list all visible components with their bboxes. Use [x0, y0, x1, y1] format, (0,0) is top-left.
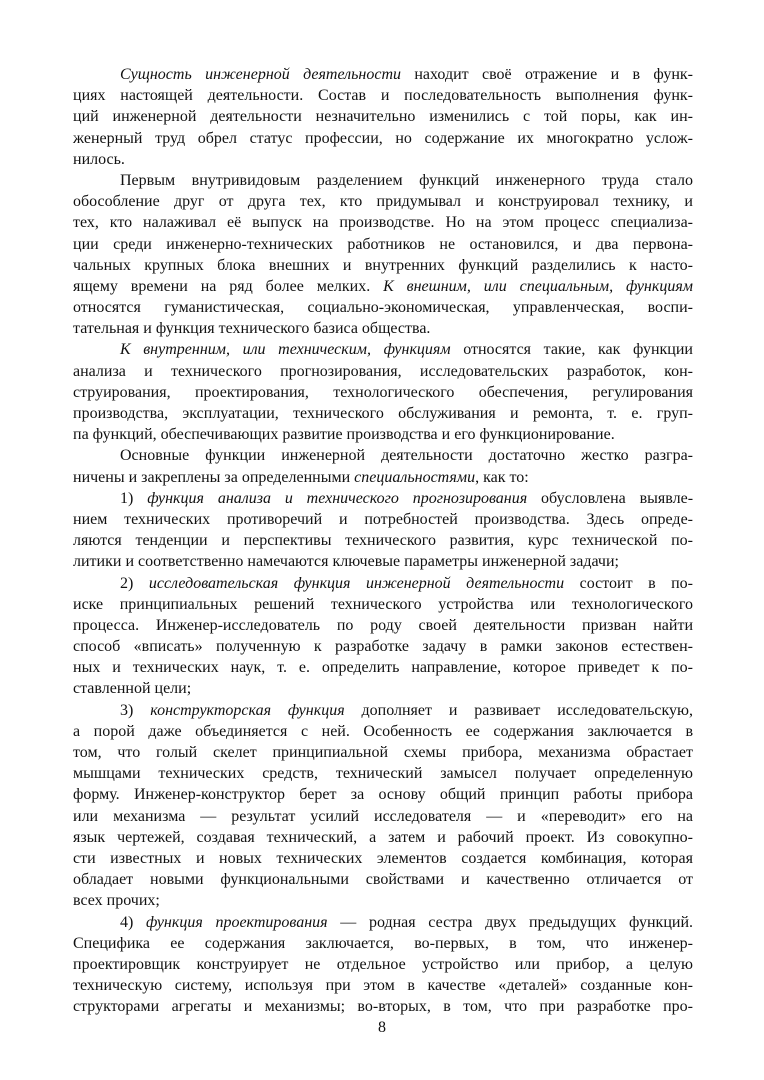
text-segment: ций инженерной деятельности незначительно изменились с той поры, как ин-	[73, 108, 693, 126]
text-segment: нилось.	[73, 150, 125, 168]
text-segment: тех, кто налаживал её выпуск на производстве. Но на этом процесс специализа-	[73, 214, 693, 232]
text-segment: циях настоящей деятельности. Состав и последовательность выполнения функ-	[73, 87, 693, 105]
text-segment: Первым внутривидовым разделением функций инженерного труда стало	[120, 171, 693, 189]
text-line	[73, 996, 693, 1017]
text-line	[73, 933, 693, 954]
text-line	[73, 234, 693, 255]
text-segment: литики и соответственно намечаются ключевые параметры инженерной задачи;	[73, 553, 619, 571]
italic-term: функция проектирования	[146, 913, 328, 931]
text-segment: 2)	[120, 574, 149, 592]
text-segment: способ «вписать» полученную к разработке задачу в рамки законов естествен-	[73, 638, 693, 656]
text-segment: ничены и закреплены за определенными	[73, 468, 355, 486]
text-segment: тательная и функция технического базиса общества.	[73, 320, 431, 338]
text-line	[73, 191, 693, 212]
text-line	[73, 869, 693, 890]
text-line	[73, 678, 693, 699]
text-segment: нием технических противоречий и потребностей производства. Здесь опреде-	[73, 510, 693, 528]
text-segment: анализа и технического прогнозирования, исследовательских разработок, кон-	[73, 362, 693, 380]
text-line	[73, 615, 693, 636]
document-body	[73, 64, 693, 1017]
text-line	[73, 848, 693, 869]
page-number: 8	[378, 1019, 386, 1036]
text-segment: 4)	[120, 913, 146, 931]
text-line	[73, 361, 693, 382]
italic-term: К внутренним, или техническим, функциям	[120, 341, 451, 359]
text-segment: проектировщик конструирует не отдельное устройство или прибор, а целую	[73, 955, 693, 973]
italic-term: специальностями	[354, 468, 476, 486]
text-segment: относятся такие, как функции	[450, 341, 693, 359]
text-line	[73, 827, 693, 848]
text-line	[73, 64, 693, 85]
text-segment: техническую систему, используя при этом в качестве «деталей» созданные кон-	[73, 977, 693, 995]
italic-term: исследовательская функция инженерной деятельности	[148, 574, 565, 592]
text-segment: обладает новыми функциональными свойствами и качественно отличается от	[73, 871, 693, 889]
text-segment: ляются тенденции и перспективы технического развития, курс технической по-	[73, 532, 693, 550]
text-line	[73, 806, 693, 827]
text-line	[73, 128, 693, 149]
text-segment: 3)	[120, 701, 151, 719]
text-segment: ции среди инженерно-технических работников не остановился, и два первона-	[73, 235, 693, 253]
text-line	[73, 657, 693, 678]
text-line	[73, 318, 693, 339]
text-line	[73, 382, 693, 403]
text-line	[73, 445, 693, 466]
text-line	[73, 509, 693, 530]
text-segment: форму. Инженер-конструктор берет за основу общий принцип работы прибора	[73, 786, 693, 804]
text-line	[73, 700, 693, 721]
text-segment: иске принципиальных решений технического устройства или технологического	[73, 595, 693, 613]
text-line	[73, 721, 693, 742]
italic-term: функция анализа и технического прогнозирования	[147, 489, 528, 507]
text-line	[73, 975, 693, 996]
text-line	[73, 297, 693, 318]
text-segment: ных и технических наук, т. е. определить направление, которое приведет к по-	[73, 659, 693, 677]
text-line	[73, 424, 693, 445]
text-segment: относятся гуманистическая, социально-экономическая, управленческая, воспи-	[73, 299, 693, 317]
text-segment: обусловлена выявле-	[527, 489, 694, 507]
text-segment: обособление друг от друга тех, кто придумывал и конструировал технику, и	[73, 193, 693, 211]
text-line	[73, 339, 693, 360]
text-segment: всех прочих;	[73, 892, 160, 910]
text-line	[73, 742, 693, 763]
text-segment: чальных крупных блока внешних и внутренних функций разделились к насто-	[73, 256, 693, 274]
italic-term: К внешним, или специальным, функциям	[383, 277, 693, 295]
text-segment: структорами агрегаты и механизмы; во-вторых, в том, что при разработке про-	[73, 998, 693, 1016]
text-segment: а порой даже объединяется с ней. Особенность ее содержания заключается в	[73, 722, 693, 740]
text-line	[73, 763, 693, 784]
text-segment: ставленной цели;	[73, 680, 192, 698]
text-segment: процесса. Инженер-исследователь по роду своей деятельности призван найти	[73, 616, 693, 634]
text-line	[73, 594, 693, 615]
text-segment: па функций, обеспечивающих развитие производства и его функционирование.	[73, 426, 615, 444]
italic-term: конструкторская функция	[150, 701, 345, 719]
text-line	[73, 551, 693, 572]
text-line	[73, 784, 693, 805]
text-segment: Основные функции инженерной деятельности достаточно жестко разгра-	[120, 447, 693, 465]
text-segment: 1)	[120, 489, 148, 507]
text-segment: женерный труд обрел статус профессии, но содержание их многократно услож-	[73, 129, 693, 147]
text-segment: ящему времени на ряд более мелких.	[73, 277, 384, 295]
text-line	[73, 912, 693, 933]
text-segment: или механизма — результат усилий исследователя — и «переводит» его на	[73, 807, 693, 825]
text-line	[73, 170, 693, 191]
text-segment: том, что голый скелет принципиальной схемы прибора, механизма обрастает	[73, 744, 693, 761]
text-line	[73, 149, 693, 170]
text-line	[73, 488, 693, 509]
text-segment: находит своё отражение и в функ-	[401, 66, 693, 83]
text-segment: состоит в по-	[564, 574, 694, 592]
text-line	[73, 106, 693, 127]
text-segment: , как то:	[475, 468, 529, 486]
text-line	[73, 212, 693, 233]
text-line	[73, 276, 693, 297]
text-line	[73, 255, 693, 276]
text-segment: Специфика ее содержания заключается, во-первых, в том, что инженер-	[73, 934, 693, 952]
text-segment: производства, эксплуатации, технического обслуживания и ремонта, т. е. груп-	[73, 405, 693, 422]
italic-term: Сущность инженерной деятельности	[120, 66, 402, 83]
text-segment: мышцами технических средств, технический замысел получает определенную	[73, 765, 693, 783]
text-segment: — родная сестра двух предыдущих функций.	[327, 913, 694, 931]
text-segment: струирования, проектирования, технологического обеспечения, регулирования	[73, 383, 693, 401]
text-line	[73, 403, 693, 424]
text-line	[73, 85, 693, 106]
text-line	[73, 530, 693, 551]
text-segment: язык чертежей, создавая технический, а затем и рабочий проект. Из совокупно-	[73, 828, 693, 846]
text-segment: дополняет и развивает исследовательскую,	[344, 701, 694, 719]
text-line	[73, 573, 693, 594]
text-line	[73, 890, 693, 911]
text-segment: сти известных и новых технических элементов создается комбинация, которая	[73, 849, 693, 867]
text-line	[73, 954, 693, 975]
text-line	[73, 467, 693, 488]
text-line	[73, 636, 693, 657]
